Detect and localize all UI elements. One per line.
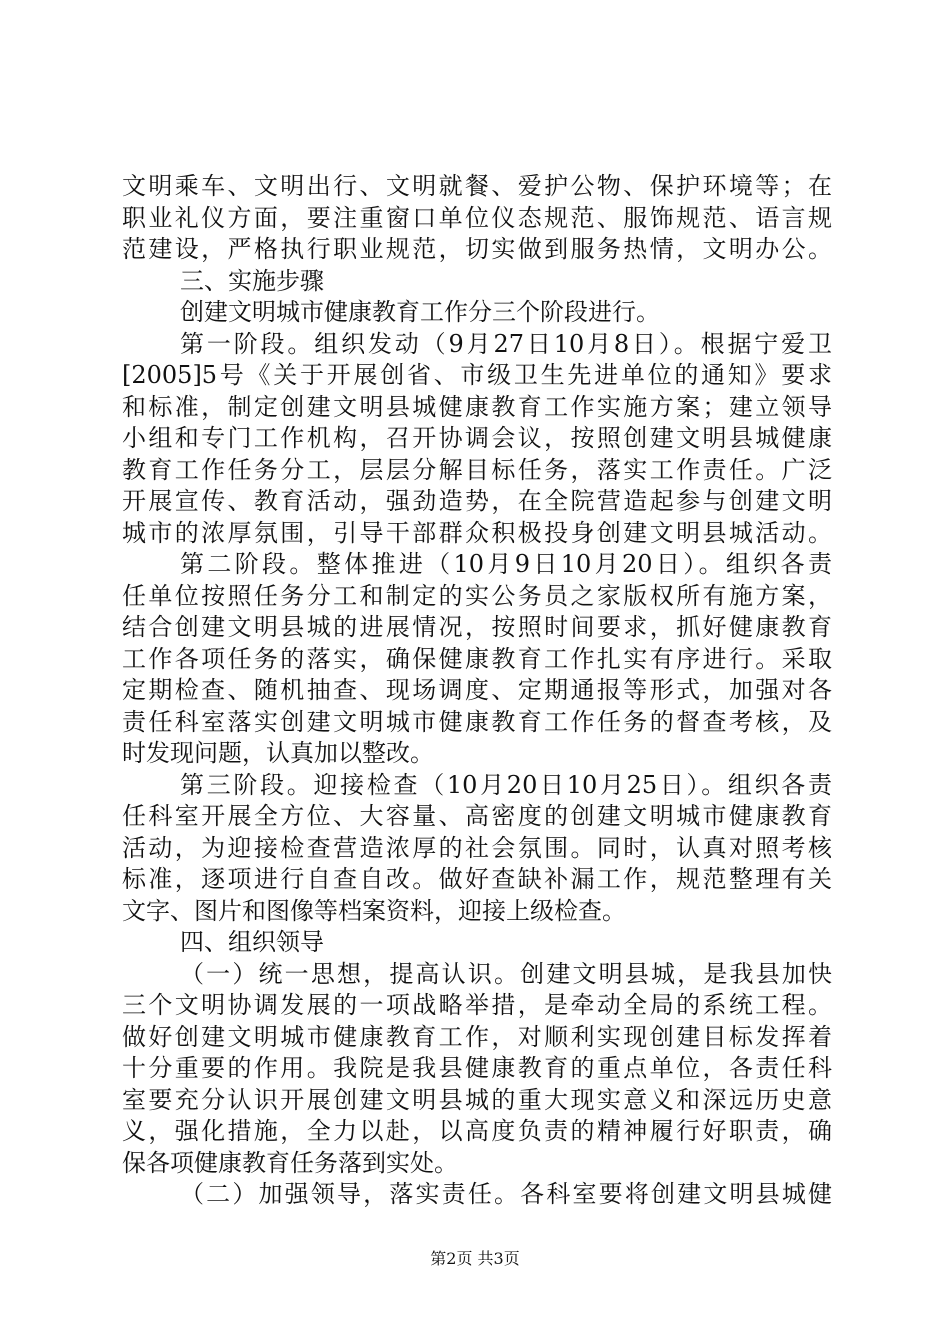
text-line: 文明乘车、文明出行、文明就餐、爱护公物、保护环境等；在 [122, 172, 832, 200]
text-line: 三、实施步骤 [180, 266, 324, 295]
text-line: 活动，为迎接检查营造浓厚的社会氛围。同时，认真对照考核 [122, 833, 832, 862]
text-line: 第二阶段。整体推进（10月9日10月20日）。组织各责 [180, 550, 832, 578]
text-line: 义，强化措施，全力以赴，以高度负责的精神履行好职责，确 [122, 1117, 832, 1145]
text-line: [2005]5号《关于开展创省、市级卫生先进单位的通知》要求 [122, 361, 832, 389]
text-line: 任单位按照任务分工和制定的实公务员之家版权所有施方案， [122, 581, 832, 610]
text-line: 文字、图片和图像等档案资料，迎接上级检查。 [122, 896, 626, 925]
text-line: 标准，逐项进行自查自改。做好查缺补漏工作，规范整理有关 [122, 865, 832, 893]
text-line: 三个文明协调发展的一项战略举措，是牵动全局的系统工程。 [122, 991, 832, 1019]
text-line: 城市的浓厚氛围，引导干部群众积极投身创建文明县城活动。 [122, 518, 832, 547]
text-line: 室要充分认识开展创建文明县城的重大现实意义和深远历史意 [122, 1085, 832, 1114]
text-line: 职业礼仪方面，要注重窗口单位仪态规范、服饰规范、语言规 [122, 203, 832, 232]
text-line: 时发现问题，认真加以整改。 [122, 739, 434, 767]
text-line: （一）统一思想，提高认识。创建文明县城，是我县加快 [180, 959, 832, 988]
text-line: 第三阶段。迎接检查（10月20日10月25日）。组织各责 [180, 770, 832, 799]
text-line: 结合创建文明县城的进展情况，按照时间要求，抓好健康教育 [122, 613, 832, 641]
text-line: 和标准，制定创建文明县城健康教育工作实施方案；建立领导 [122, 392, 832, 421]
text-line: 教育工作任务分工，层层分解目标任务，落实工作责任。广泛 [122, 455, 832, 484]
text-line: 工作各项任务的落实，确保健康教育工作扎实有序进行。采取 [122, 644, 832, 673]
text-line: 做好创建文明城市健康教育工作，对顺利实现创建目标发挥着 [122, 1022, 832, 1051]
text-line: 四、组织领导 [180, 928, 324, 956]
page-footer: 第2页 共3页 [430, 1249, 520, 1268]
text-line: 定期检查、随机抽查、现场调度、定期通报等形式，加强对各 [122, 676, 832, 704]
text-line: 开展宣传、教育活动，强劲造势，在全院营造起参与创建文明 [122, 487, 832, 515]
text-line: 创建文明城市健康教育工作分三个阶段进行。 [180, 298, 660, 326]
text-line: 保各项健康教育任务落到实处。 [122, 1148, 458, 1177]
text-line: 十分重要的作用。我院是我县健康教育的重点单位，各责任科 [122, 1054, 832, 1082]
text-line: （二）加强领导，落实责任。各科室要将创建文明县城健 [180, 1180, 832, 1208]
text-line: 小组和专门工作机构，召开协调会议，按照创建文明县城健康 [122, 424, 832, 452]
text-line: 任科室开展全方位、大容量、高密度的创建文明城市健康教育 [122, 802, 832, 830]
text-line: 第一阶段。组织发动（9月27日10月8日）。根据宁爱卫 [180, 329, 832, 358]
text-line: 责任科室落实创建文明城市健康教育工作任务的督查考核，及 [122, 707, 832, 736]
text-line: 范建设，严格执行职业规范，切实做到服务热情，文明办公。 [122, 235, 832, 263]
document-body [122, 171, 832, 1211]
